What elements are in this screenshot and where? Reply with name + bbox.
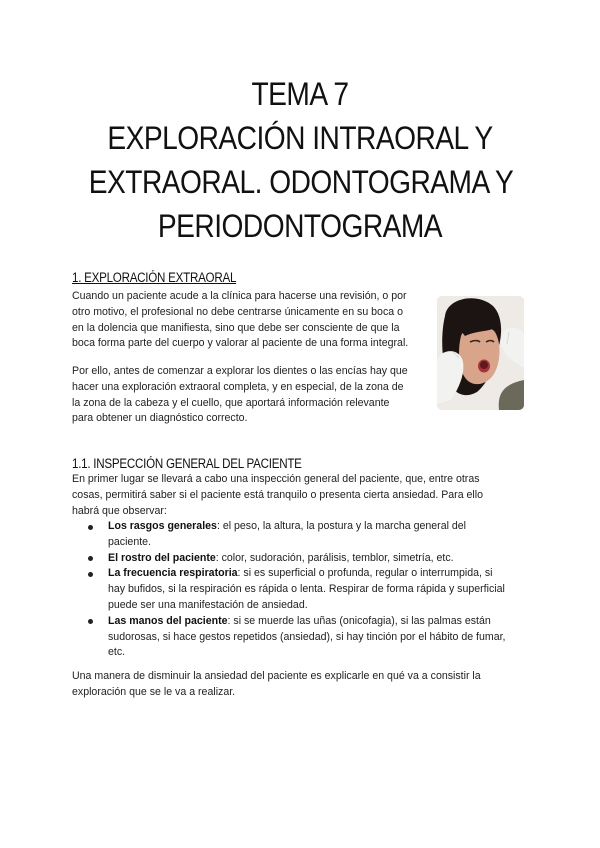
bullet-icon (88, 525, 93, 530)
text-line: Por ello, antes de comenzar a explorar los dientes o las encías hay que (72, 365, 408, 377)
bullet-icon (88, 556, 93, 561)
text-line: en la dolencia que manifiesta, sino que debe ser consciente de que la (72, 321, 400, 334)
bullet-term: La frecuencia respiratoria (108, 567, 238, 580)
bullet-text: : el peso, la altura, la postura y la marcha general del (216, 520, 467, 532)
text-line: hay bufidos, si la respiración es rápida o lenta. Respirar de forma rápida y superficial (108, 583, 505, 596)
patient-mouth-exam-photo-icon (437, 296, 524, 410)
text-line: para obtener un diagnóstico correcto. (72, 412, 248, 425)
title-line-3: EXTRAORAL. ODONTOGRAMA Y (88, 164, 514, 200)
bullet-text: : color, sudoración, parálisis, temblor, simetría, etc. (215, 551, 454, 564)
text-line (108, 614, 536, 630)
text-line: cosas, permitirá saber si el paciente está tranquilo o presenta cierta ansiedad. Para ello (72, 488, 484, 501)
bullet-term: El rostro del paciente (108, 551, 216, 564)
text-line: puede ser una manifestación de ansiedad. (108, 598, 308, 611)
bullet-text: : si se muerde las uñas (onicofagia), si las palmas están (227, 614, 491, 627)
text-line: sudorosas, si hace gestos repetidos (ansiedad), si hay tinción por el hábito de fumar, (108, 630, 506, 643)
observation-list (86, 519, 536, 661)
text-line (108, 551, 536, 567)
text-line: otro motivo, el profesional no debe centrarse únicamente en su boca o (72, 305, 403, 318)
paragraph-exploration (72, 364, 428, 427)
text-line (108, 519, 536, 535)
list-item (86, 551, 536, 567)
bullet-icon (88, 572, 93, 577)
text-line: En primer lugar se llevará a cabo una inspección general del paciente, que, entre otras (72, 473, 480, 485)
text-line (108, 566, 536, 582)
title-line-4: PERIODONTOGRAMA (157, 208, 443, 244)
list-item (86, 614, 536, 661)
text-line: hacer una exploración extraoral completa, y en especial, de la zona de (72, 380, 404, 393)
bullet-term: Los rasgos generales (108, 520, 217, 532)
text-line: habrá que observar: (72, 504, 167, 517)
text-line: etc. (108, 646, 126, 659)
document-title (88, 72, 514, 248)
text-line: paciente. (108, 535, 151, 548)
bullet-term: Las manos del paciente (108, 614, 228, 627)
text-line: Cuando un paciente acude a la clínica para hacerse una revisión, o por (72, 290, 407, 302)
title-line-1: TEMA 7 (251, 76, 349, 112)
list-item (86, 519, 536, 551)
paragraph-inspection-intro (72, 472, 532, 519)
patient-photo (437, 296, 524, 410)
text-line: boca forma parte del cuerpo y valorar al paciente de una forma integral. (72, 337, 409, 350)
title-line-2: EXPLORACIÓN INTRAORAL Y (107, 120, 493, 156)
list-item (86, 566, 536, 613)
section-heading-inspection: 1.1. INSPECCIÓN GENERAL DEL PACIENTE (72, 456, 302, 471)
text-line: la zona de la cabeza y el cuello, que aportará información relevante (72, 396, 390, 409)
bullet-icon (88, 619, 93, 624)
bullet-text: : si es superficial o profunda, regular o interrumpida, si (237, 567, 493, 580)
text-line: Una manera de disminuir la ansiedad del paciente es explicarle en qué va a consistir la (72, 670, 481, 682)
paragraph-intro (72, 289, 428, 352)
section-heading-extraoral: 1. EXPLORACIÓN EXTRAORAL (72, 270, 237, 285)
paragraph-closing (72, 669, 532, 701)
text-line: exploración que se le va a realizar. (72, 685, 236, 698)
